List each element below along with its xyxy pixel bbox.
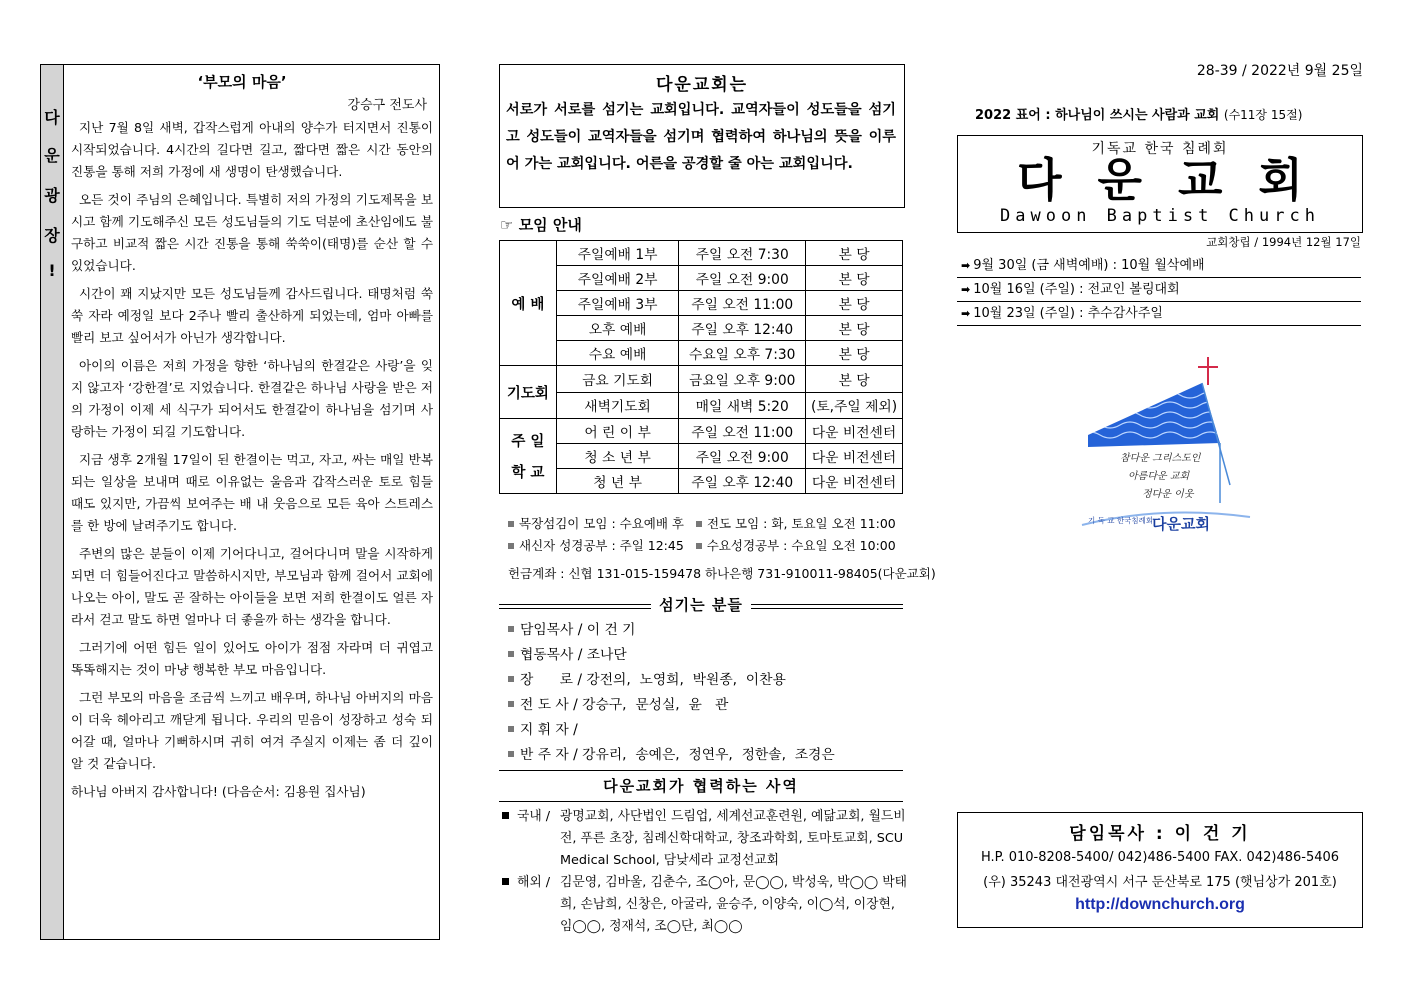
event-text: 9월 30일 (금 새벽예배) : 10월 월삭예배 xyxy=(973,258,1205,273)
essay-paragraph: 그러기에 어떤 힘든 일이 있어도 아이가 점점 자라며 더 귀엽고 똑똑해지는 것이 마냥 행복한 부모 마음입니다. xyxy=(71,640,433,677)
partners-heading: 다운교회가 협력하는 사역 xyxy=(499,770,903,802)
table-cell: 본 당 xyxy=(806,241,903,266)
table-row xyxy=(500,316,903,341)
table-cell: 본 당 xyxy=(806,341,903,366)
square-bullet-icon xyxy=(508,726,514,732)
church-name-english: Dawoon Baptist Church xyxy=(1000,206,1320,226)
note-item: 새신자 성경공부 : 주일 12:45 xyxy=(519,538,684,553)
list-item-text: 협동목사 / 조나단 xyxy=(520,647,627,663)
table-cell: (토,주일 제외) xyxy=(806,392,903,419)
pointing-hand-icon: ☞ xyxy=(500,216,514,234)
group-label-sunday-school xyxy=(500,419,557,494)
sidebar-char: 광 xyxy=(44,186,60,205)
square-bullet-icon xyxy=(508,676,514,682)
list-item xyxy=(508,643,835,668)
church-logo xyxy=(1080,355,1255,555)
essay-paragraph: 지금 생후 2개월 17일이 된 한결이는 먹고, 자고, 싸는 매일 반복되는 일상을 보내며 때로 이유없는 울음과 갑작스러운 토로 힘들 때도 있지만, 가끔씩 보여주는 배 내 웃음으로 모든 육아 스트레스를 한 방에 날려주기도 합니다. xyxy=(71,452,433,533)
list-item-text: 장 로 / 강전의, 노영희, 박원종, 이찬용 xyxy=(520,672,786,688)
table-cell: 본 당 xyxy=(806,266,903,291)
table-cell: 주일 오후 12:40 xyxy=(679,316,806,341)
logo-slogan-line: 아름다운 교회 xyxy=(1128,471,1190,482)
square-bullet-icon xyxy=(502,878,509,885)
phone-numbers: H.P. 010-8208-5400/ 042)486-5400 FAX. 042)486-5406 xyxy=(980,850,1340,865)
events-list xyxy=(957,254,1361,326)
table-cell: 주일예배 2부 xyxy=(556,266,679,291)
table-row xyxy=(500,469,903,494)
partners-domestic-label: 국내 / xyxy=(517,809,551,824)
sidebar-char: 장 xyxy=(44,226,60,245)
essay-body xyxy=(71,71,433,803)
table-cell: 새벽기도회 xyxy=(556,392,679,419)
list-item-text: 지 휘 자 / xyxy=(520,722,578,738)
table-cell: 본 당 xyxy=(806,316,903,341)
square-bullet-icon xyxy=(508,543,514,549)
square-bullet-icon xyxy=(508,626,514,632)
table-cell: 수요일 오후 7:30 xyxy=(679,341,806,366)
table-cell: 주일 오전 9:00 xyxy=(679,444,806,469)
square-bullet-icon xyxy=(696,543,702,549)
list-item xyxy=(957,254,1361,278)
essay-author: 강승구 전도사 xyxy=(347,98,427,113)
partners-overseas-label: 해외 / xyxy=(517,875,551,890)
meeting-notes xyxy=(508,513,896,557)
partners-overseas: 김문영, 김바울, 김춘수, 조◯아, 문◯◯, 박성욱, 박◯◯ 박태희, 손남희, 신창은, 아굴라, 윤승주, 이양숙, 이◯석, 이장현, 임◯◯, 정재석, 조◯단, 최◯◯ xyxy=(560,875,908,934)
table-cell: 주일 오전 11:00 xyxy=(679,419,806,444)
table-row xyxy=(500,341,903,366)
sidebar-char: 다 xyxy=(44,108,60,127)
group-label-worship: 예 배 xyxy=(500,241,557,366)
servers-list xyxy=(508,618,835,768)
table-row xyxy=(500,419,903,444)
meetings-heading xyxy=(500,214,582,235)
list-item-text: 전 도 사 / 강승구, 문성실, 윤 관 xyxy=(520,697,729,713)
motto-text: 2022 표어 : 하나님이 쓰시는 사람과 교회 xyxy=(975,108,1220,123)
list-item xyxy=(508,718,835,743)
table-cell: 청 소 년 부 xyxy=(556,444,679,469)
essay-paragraph: 시간이 꽤 지났지만 모든 성도님들께 감사드립니다. 태명처럼 쑥쑥 자라 예정일 보다 2주나 빨리 출산하게 되었는데, 엄마 아빠를 빨리 보고 싶어서가 아닌가 생각합니다. xyxy=(71,286,433,345)
essay-paragraph: 오든 것이 주님의 은혜입니다. 특별히 저의 가정의 기도제목을 보시고 함께 기도해주신 모든 성도님들의 기도 덕분에 초산임에도 불구하고 비교적 짧은 시간 진통을 통해 쑥쑥이(태명)를 순산 할 수 있었습니다. xyxy=(71,192,433,273)
sidebar-char: ! xyxy=(48,261,56,280)
logo-caption-small: 기 독 교 한국침례회 xyxy=(1088,516,1154,525)
table-cell: 주일 오전 11:00 xyxy=(679,291,806,316)
table-cell: 본 당 xyxy=(806,291,903,316)
table-cell: 주일 오후 12:40 xyxy=(679,469,806,494)
table-cell: 주일예배 1부 xyxy=(556,241,679,266)
group-label-line: 학 교 xyxy=(511,465,545,481)
mission-text: 서로가 서로를 섬기는 교회입니다. 교역자들이 성도들을 섬기고 성도들이 교역자들을 섬기며 협력하여 하나님의 뜻을 이루어 가는 교회입니다. 어른을 공경할 줄 아는 교회입니다. xyxy=(506,102,896,172)
note-row xyxy=(508,535,896,557)
servers-heading: 섬기는 분들 xyxy=(651,596,751,614)
essay-panel xyxy=(40,64,440,940)
denomination: 기독교 한국 침례회 xyxy=(1091,141,1229,157)
square-bullet-icon xyxy=(696,521,702,527)
church-address: (우) 35243 대전광역시 서구 둔산북로 175 (햇님상가 201호) xyxy=(983,875,1337,890)
sidebar-title-strip xyxy=(41,65,64,939)
logo-slogan-line: 참다운 그리스도인 xyxy=(1120,453,1201,464)
list-item xyxy=(508,668,835,693)
table-cell: 금요일 오후 9:00 xyxy=(679,366,806,393)
table-cell: 오후 예배 xyxy=(556,316,679,341)
table-cell: 주일예배 3부 xyxy=(556,291,679,316)
list-item xyxy=(500,872,908,938)
website-link[interactable]: http://downchurch.org xyxy=(1075,896,1245,913)
table-cell: 다운 비전센터 xyxy=(806,444,903,469)
church-name: 다운교회 xyxy=(1017,153,1339,207)
arrow-right-icon: ➡ xyxy=(961,259,971,272)
list-item xyxy=(508,618,835,643)
logo-caption: 다운교회 xyxy=(1152,515,1210,533)
table-cell: 금요 기도회 xyxy=(556,366,679,393)
mission-box xyxy=(499,64,905,208)
note-item: 수요성경공부 : 수요일 오전 10:00 xyxy=(706,538,896,553)
table-row xyxy=(500,392,903,419)
partners-list xyxy=(500,806,908,938)
list-item-text: 담임목사 / 이 건 기 xyxy=(520,622,636,638)
group-label-line: 주 일 xyxy=(511,434,545,450)
mission-title: 다운교회는 xyxy=(655,75,749,95)
table-row xyxy=(500,241,903,266)
church-masthead xyxy=(957,135,1363,233)
square-bullet-icon xyxy=(502,812,509,819)
essay-paragraph: 그런 부모의 마음을 조금씩 느끼고 배우며, 하나님 아버지의 마음이 더욱 헤아리고 깨닫게 됩니다. 우리의 믿음이 성장하고 성숙 되어갈 때, 얼마나 기뻐하시며 귀히 여겨 주실지 이제는 좀 더 깊이 알 것 같습니다. xyxy=(71,690,433,771)
essay-paragraph: 주변의 많은 분들이 이제 기어다니고, 걸어다니며 말을 시작하게 되면 더 힘들어진다고 말씀하시지만, 부모님과 함께 걸어서 교회에 나오는 아이, 말도 곧 잘하는 아이들을 보면 저희 한결이도 얼른 자라서 걷고 말도 하면 얼마나 더 좋을까 하는 생각을 합니다. xyxy=(71,546,433,627)
table-cell: 본 당 xyxy=(806,366,903,393)
essay-paragraph: 지난 7월 8일 새벽, 갑작스럽게 아내의 양수가 터지면서 진통이 시작되었습니다. 4시간의 길다면 길고, 짧다면 짧은 시간 동안의 진통을 통해 저희 가정에 새 생명이 탄생했습니다. xyxy=(71,120,433,179)
arrow-right-icon: ➡ xyxy=(961,283,971,296)
list-item xyxy=(508,693,835,718)
list-item xyxy=(957,278,1361,302)
table-cell: 수요 예배 xyxy=(556,341,679,366)
essay-title: ‘부모의 마음’ xyxy=(197,73,287,91)
table-row xyxy=(500,444,903,469)
logo-slogan-line: 정다운 이웃 xyxy=(1142,489,1194,500)
pastor-contact-box xyxy=(957,812,1363,928)
essay-paragraph: 아이의 이름은 저희 가정을 향한 ‘하나님의 한결같은 사랑’을 잊지 않고자 ‘강한결’로 지었습니다. 한결같은 하나님 사랑을 받은 저의 가정이 이제 세 식구가 되어서도 한결같이 하나님을 섬기며 사랑하는 가정이 되길 기도합니다. xyxy=(71,358,433,439)
table-row xyxy=(500,366,903,393)
table-cell: 다운 비전센터 xyxy=(806,419,903,444)
table-row xyxy=(500,291,903,316)
square-bullet-icon xyxy=(508,751,514,757)
motto-reference: (수11장 15절) xyxy=(1223,108,1303,122)
table-cell: 어 린 이 부 xyxy=(556,419,679,444)
motto xyxy=(975,104,1302,123)
arrow-right-icon: ➡ xyxy=(961,307,971,320)
note-item: 목장섬김이 모임 : 수요예배 후 xyxy=(519,516,685,531)
square-bullet-icon xyxy=(508,701,514,707)
list-item-text: 반 주 자 / 강유리, 송예은, 정연우, 정한솔, 조경은 xyxy=(520,747,835,763)
meeting-schedule-table xyxy=(499,240,903,494)
table-cell: 다운 비전센터 xyxy=(806,469,903,494)
table-row xyxy=(500,266,903,291)
offering-account: 헌금계좌 : 신협 131-015-159478 하나은행 731-910011-98405(다운교회) xyxy=(508,566,936,581)
square-bullet-icon xyxy=(508,521,514,527)
partners-domestic: 광명교회, 사단법인 드림업, 세계선교훈련원, 예닮교회, 월드비전, 푸른 초장, 침례신학대학교, 창조과학회, 토마토교회, SCU Medical School, 담낮세라 교정선교회 xyxy=(560,809,906,868)
table-cell: 매일 새벽 5:20 xyxy=(679,392,806,419)
table-cell: 주일 오전 9:00 xyxy=(679,266,806,291)
event-text: 10월 16일 (주일) : 전교인 볼링대회 xyxy=(973,282,1180,297)
list-item xyxy=(500,806,908,872)
table-cell: 청 년 부 xyxy=(556,469,679,494)
event-text: 10월 23일 (주일) : 추수감사주일 xyxy=(973,306,1163,321)
list-item xyxy=(957,302,1361,326)
sidebar-char: 운 xyxy=(44,146,60,165)
note-row xyxy=(508,513,896,535)
essay-closing: 하나님 아버지 감사합니다! (다음순서: 김용원 집사님) xyxy=(71,784,366,799)
pastor-title: 담임목사 : 이 건 기 xyxy=(1069,824,1251,844)
servers-heading-band xyxy=(499,596,903,616)
list-item xyxy=(508,743,835,768)
group-label-prayer: 기도회 xyxy=(500,366,557,419)
note-item: 전도 모임 : 화, 토요일 오전 11:00 xyxy=(706,516,896,531)
square-bullet-icon xyxy=(508,651,514,657)
founded-date: 교회창립 / 1994년 12월 17일 xyxy=(1206,235,1361,249)
table-cell: 주일 오전 7:30 xyxy=(679,241,806,266)
meetings-heading-label: 모임 안내 xyxy=(518,216,582,234)
issue-date: 28-39 / 2022년 9월 25일 xyxy=(1196,63,1363,79)
